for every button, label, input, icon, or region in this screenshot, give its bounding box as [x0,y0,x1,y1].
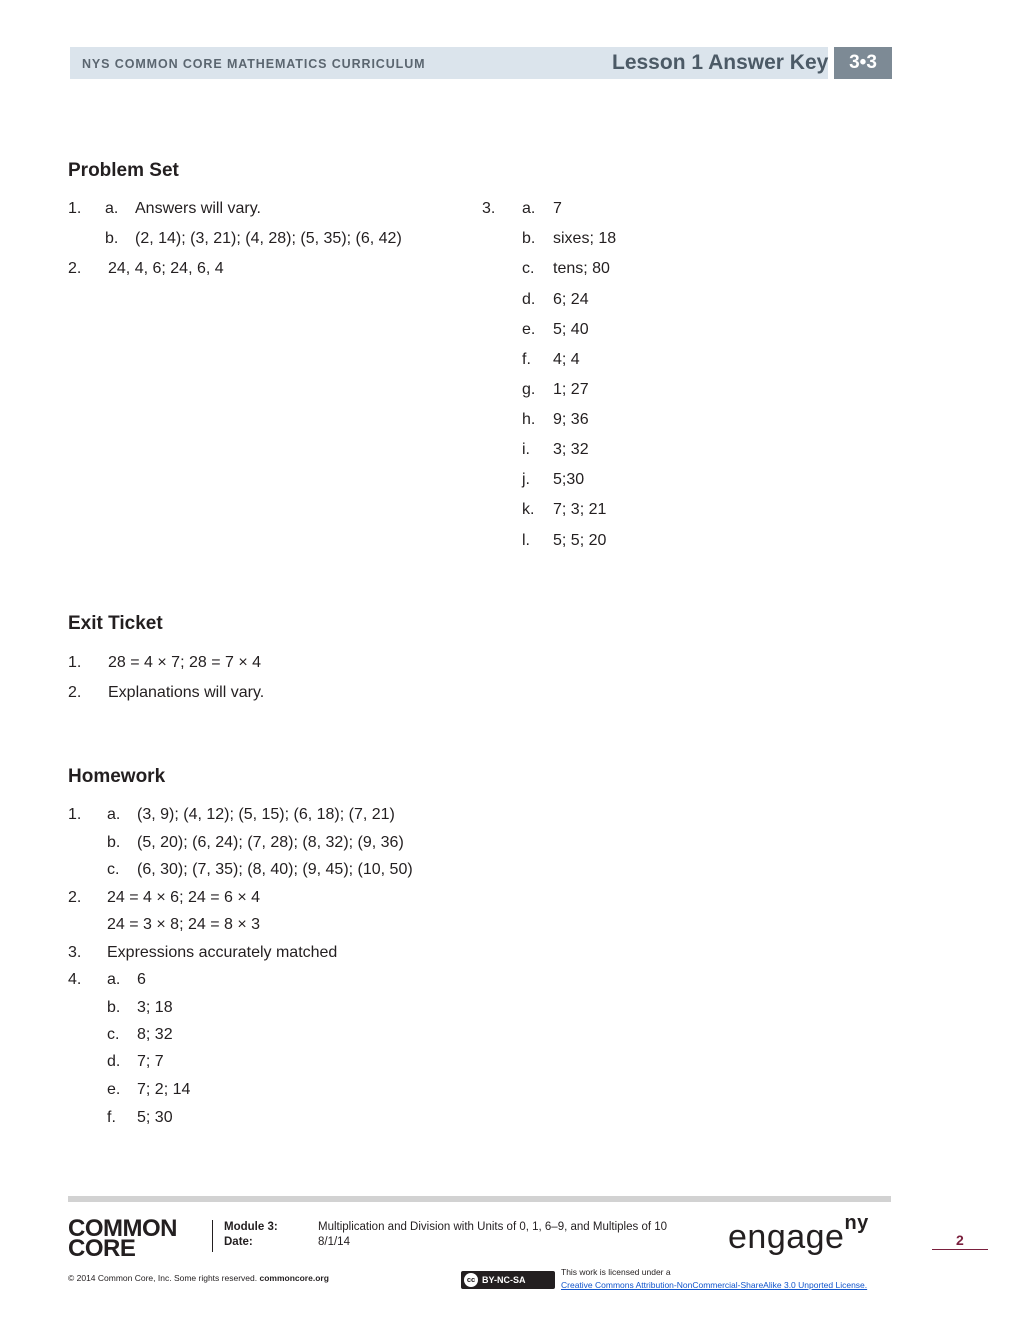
list-item-answer: 6 [137,971,146,988]
list-item-label: c. [107,1026,120,1043]
logo-line-2: CORE [68,1235,136,1262]
list-item-answer: 5; 30 [137,1109,173,1126]
list-item-answer: 9; 36 [553,411,589,428]
copyright-text: © 2014 Common Core, Inc. Some rights reserved. [68,1273,260,1283]
copyright [68,1273,329,1283]
date-value: 8/1/14 [318,1236,350,1248]
ps-q1b-answer: (2, 14); (3, 21); (4, 28); (5, 35); (6, 42) [135,230,402,247]
list-item-answer: 5; 5; 20 [553,532,607,549]
hw-q2-number: 2. [68,889,82,906]
exit-ticket-title: Exit Ticket [68,613,163,634]
list-item-answer: (6, 30); (7, 35); (8, 40); (9, 45); (10, 50) [137,861,413,878]
page-number: 2 [956,1232,964,1248]
list-item-answer: 6; 24 [553,291,589,308]
logo-line-1: COMMON [68,1215,177,1242]
list-item-label: c. [107,861,120,878]
list-item-label: c. [522,260,535,277]
engage-sup: ny [844,1212,869,1234]
license-text: This work is licensed under a [561,1267,671,1277]
date-label: Date: [224,1236,253,1248]
list-item-label: b. [107,999,121,1016]
hw-q2-line2: 24 = 3 × 8; 24 = 8 × 3 [107,916,261,933]
list-item-label: d. [522,291,536,308]
list-item-label: f. [522,351,531,368]
list-item-label: l. [522,532,530,549]
cc-badge-label: BY-NC-SA [482,1275,526,1285]
list-item-answer: 7; 3; 21 [553,501,607,518]
ps-q1-number: 1. [68,200,82,217]
ps-q2-number: 2. [68,260,82,277]
list-item-label: f. [107,1109,116,1126]
list-item-answer: (5, 20); (6, 24); (7, 28); (8, 32); (9, 36) [137,834,404,851]
module-badge: 3•3 [834,47,892,79]
footer-divider [212,1220,213,1252]
list-item-label: a. [107,971,121,988]
ps-q1a-label: a. [105,200,119,217]
license-link[interactable]: Creative Commons Attribution-NonCommercial-ShareAlike 3.0 Unported License. [561,1280,868,1290]
list-item-label: b. [107,834,121,851]
list-item-answer: 1; 27 [553,381,589,398]
ps-q1a-answer: Answers will vary. [135,200,261,217]
list-item-answer: 8; 32 [137,1026,173,1043]
list-item-answer: sixes; 18 [553,230,617,247]
et-q2-answer: Explanations will vary. [108,684,265,701]
list-item-label: i. [522,441,530,458]
lesson-title: Lesson 1 Answer Key [612,51,829,74]
list-item-label: e. [522,321,536,338]
footer-rule [68,1196,891,1202]
common-core-logo [68,1215,177,1262]
hw-q1-number: 1. [68,806,82,823]
list-item-label: j. [522,471,530,488]
list-item-label: h. [522,411,536,428]
list-item-label: g. [522,381,536,398]
hw-q2-line1: 24 = 4 × 6; 24 = 6 × 4 [107,889,261,906]
et-q2-number: 2. [68,684,82,701]
engageny-logo [728,1212,869,1257]
hw-q4-number: 4. [68,971,82,988]
list-item-answer: 7; 7 [137,1053,164,1070]
et-q1-answer: 28 = 4 × 7; 28 = 7 × 4 [108,654,262,671]
list-item-label: k. [522,501,535,518]
engage-text: engage [728,1218,845,1256]
et-q1-number: 1. [68,654,82,671]
problem-set-title: Problem Set [68,160,179,181]
module-value: Multiplication and Division with Units of 0, 1, 6–9, and Multiples of 10 [318,1221,668,1233]
hw-q3-number: 3. [68,944,82,961]
list-item-label: a. [522,200,536,217]
list-item-answer: 7; 2; 14 [137,1081,191,1098]
creative-commons-badge[interactable] [461,1271,555,1289]
list-item-label: e. [107,1081,121,1098]
list-item-answer: 7 [553,200,562,217]
ps-q2-answer: 24, 4, 6; 24, 6, 4 [108,260,224,277]
commoncore-link[interactable]: commoncore.org [259,1273,329,1283]
list-item-answer: 3; 32 [553,441,589,458]
ps-q1b-label: b. [105,230,119,247]
list-item-answer: tens; 80 [553,260,610,277]
hw-q3-answer: Expressions accurately matched [107,944,338,961]
list-item-answer: 5;30 [553,471,585,488]
page-number-underline [932,1249,988,1250]
list-item-answer: 3; 18 [137,999,173,1016]
ps-q3-number: 3. [482,200,496,217]
cc-icon: cc [464,1273,478,1287]
homework-title: Homework [68,766,166,787]
list-item-label: d. [107,1053,121,1070]
list-item-answer: 5; 40 [553,321,589,338]
list-item-answer: (3, 9); (4, 12); (5, 15); (6, 18); (7, 21) [137,806,395,823]
list-item-label: b. [522,230,536,247]
module-label: Module 3: [224,1221,278,1233]
curriculum-title: NYS COMMON CORE MATHEMATICS CURRICULUM [82,57,426,71]
list-item-label: a. [107,806,121,823]
list-item-answer: 4; 4 [553,351,580,368]
